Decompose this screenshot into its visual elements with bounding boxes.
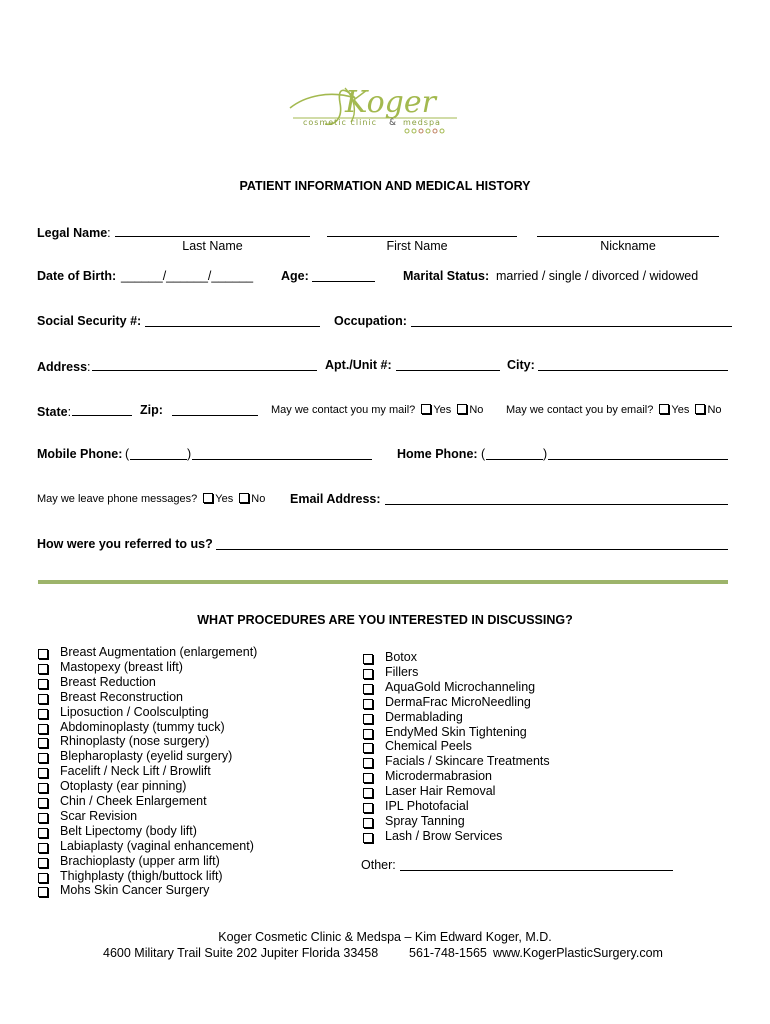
- first-name-field[interactable]: [327, 236, 517, 237]
- procedure-label: Spray Tanning: [385, 813, 465, 828]
- procedure-label: EndyMed Skin Tightening: [385, 724, 527, 739]
- procedure-label: Brachioplasty (upper arm lift): [60, 853, 220, 868]
- footer-phone: 561-748-1565: [409, 946, 487, 960]
- contact-mail-yes-label: Yes: [433, 404, 452, 416]
- age-field[interactable]: [312, 281, 375, 282]
- state-field[interactable]: [72, 415, 132, 416]
- contact-mail-yes-checkbox[interactable]: [421, 404, 431, 414]
- logo-wordmark: Koger: [345, 85, 436, 120]
- age-label: Age:: [281, 269, 309, 283]
- procedure-label: Facials / Skincare Treatments: [385, 754, 550, 769]
- last-name-caption: Last Name: [182, 239, 243, 253]
- procedure-checkbox[interactable]: [363, 833, 373, 843]
- procedure-label: Botox: [385, 650, 417, 664]
- messages-question: May we leave phone messages?: [37, 493, 198, 505]
- contact-email-question-wrap: [506, 404, 722, 416]
- other-label: Other:: [361, 858, 396, 872]
- procedure-checkbox[interactable]: [363, 699, 373, 709]
- procedure-label: Dermablading: [385, 709, 463, 724]
- nickname-caption: Nickname: [600, 239, 656, 253]
- procedure-label: Blepharoplasty (eyelid surgery): [60, 749, 233, 764]
- state-label: State: [37, 405, 68, 419]
- legal-name-label: Legal Name: [37, 226, 108, 240]
- mobile-area-field[interactable]: [130, 459, 187, 460]
- home-paren-open: (: [481, 447, 486, 461]
- last-name-field[interactable]: [115, 236, 310, 237]
- procedures-title: WHAT PROCEDURES ARE YOU INTERESTED IN DISCUSSING?: [197, 613, 573, 627]
- logo-amp: &: [389, 118, 397, 128]
- procedure-label: IPL Photofacial: [385, 799, 469, 813]
- zip-field[interactable]: [172, 415, 258, 416]
- procedure-label: Chin / Cheek Enlargement: [60, 794, 207, 808]
- contact-mail-question: May we contact you my mail?: [271, 404, 416, 416]
- dob-label: Date of Birth:: [37, 269, 117, 283]
- apt-label: Apt./Unit #:: [325, 358, 392, 372]
- procedure-checkbox[interactable]: [38, 724, 48, 734]
- marital-label: Marital Status:: [403, 269, 490, 283]
- state-label-wrap: [37, 403, 71, 421]
- home-number-field[interactable]: [548, 459, 728, 460]
- procedure-checkbox[interactable]: [38, 753, 48, 763]
- procedure-checkbox[interactable]: [363, 654, 373, 664]
- messages-question-wrap: [37, 493, 265, 505]
- procedure-checkbox[interactable]: [363, 773, 373, 783]
- procedure-label: Breast Reduction: [60, 674, 156, 689]
- contact-mail-question-wrap: [271, 404, 483, 416]
- contact-email-no-label: No: [707, 404, 722, 416]
- procedure-checkbox[interactable]: [363, 758, 373, 768]
- state-colon: :: [67, 405, 72, 419]
- occupation-field[interactable]: [411, 326, 732, 327]
- procedure-label: Scar Revision: [60, 808, 138, 823]
- section-divider: [38, 580, 728, 584]
- footer-address: 4600 Military Trail Suite 202 Jupiter Florida 33458: [103, 946, 379, 960]
- procedure-label: Labiaplasty (vaginal enhancement): [60, 838, 254, 853]
- procedure-checkbox[interactable]: [38, 798, 48, 808]
- home-paren-close: ): [543, 447, 548, 461]
- procedure-label: Breast Reconstruction: [60, 689, 183, 704]
- procedure-checkbox[interactable]: [38, 858, 48, 868]
- procedure-label: Facelift / Neck Lift / Browlift: [60, 764, 211, 779]
- legal-name-label-wrap: [37, 224, 111, 242]
- referred-field[interactable]: [216, 549, 728, 550]
- procedure-label: Breast Augmentation (enlargement): [60, 645, 258, 659]
- procedure-label: Chemical Peels: [385, 739, 472, 754]
- logo-subtitle-right: medspa: [403, 118, 441, 127]
- procedure-checkbox[interactable]: [38, 738, 48, 748]
- mobile-paren-close: ): [187, 447, 192, 461]
- procedure-checkbox[interactable]: [38, 649, 48, 659]
- procedure-label: Mastopexy (breast lift): [60, 659, 183, 674]
- footer-website[interactable]: www.KogerPlasticSurgery.com: [493, 946, 663, 960]
- referred-label: How were you referred to us?: [37, 537, 213, 551]
- procedure-checkbox[interactable]: [38, 843, 48, 853]
- ssn-label: Social Security #:: [37, 314, 142, 328]
- page-title: PATIENT INFORMATION AND MEDICAL HISTORY: [239, 179, 531, 193]
- procedure-label: Liposuction / Coolsculpting: [60, 704, 209, 719]
- legal-name-colon: :: [107, 226, 111, 240]
- address-colon: :: [87, 360, 91, 374]
- address-label-wrap: [37, 358, 91, 376]
- messages-no-checkbox[interactable]: [239, 493, 249, 503]
- contact-mail-no-checkbox[interactable]: [457, 404, 467, 414]
- city-label: City:: [507, 358, 535, 372]
- mobile-number-field[interactable]: [192, 459, 372, 460]
- procedure-label: Otoplasty (ear pinning): [60, 779, 187, 794]
- procedure-label: Thighplasty (thigh/buttock lift): [60, 868, 223, 883]
- logo-subtitle-left: cosmetic clinic: [303, 118, 378, 127]
- contact-email-no-checkbox[interactable]: [695, 404, 705, 414]
- procedure-label: Laser Hair Removal: [385, 784, 496, 799]
- procedure-checkbox[interactable]: [38, 887, 48, 897]
- procedure-checkbox[interactable]: [363, 743, 373, 753]
- messages-yes-checkbox[interactable]: [203, 493, 213, 503]
- procedure-checkbox[interactable]: [38, 694, 48, 704]
- contact-email-yes-checkbox[interactable]: [659, 404, 669, 414]
- procedure-checkbox[interactable]: [38, 813, 48, 823]
- occupation-label: Occupation:: [334, 314, 407, 328]
- apt-field[interactable]: [396, 370, 500, 371]
- mobile-label: Mobile Phone:: [37, 447, 123, 461]
- procedure-checkbox[interactable]: [38, 783, 48, 793]
- procedure-label: Lash / Brow Services: [385, 828, 503, 843]
- procedure-checkbox[interactable]: [363, 669, 373, 679]
- other-field[interactable]: [400, 870, 673, 871]
- address-field[interactable]: [92, 370, 317, 371]
- city-field[interactable]: [538, 370, 728, 371]
- zip-label: Zip:: [140, 403, 163, 417]
- procedure-label: Microdermabrasion: [385, 769, 492, 784]
- logo: [285, 78, 465, 138]
- first-name-caption: First Name: [386, 239, 448, 253]
- procedure-checkbox[interactable]: [363, 788, 373, 798]
- nickname-field[interactable]: [537, 236, 719, 237]
- messages-no-label: No: [251, 493, 266, 505]
- logo-mark: [285, 78, 465, 138]
- procedure-label: Belt Lipectomy (body lift): [60, 823, 197, 838]
- procedure-checkbox[interactable]: [363, 729, 373, 739]
- home-area-field[interactable]: [486, 459, 543, 460]
- procedure-label: AquaGold Microchanneling: [385, 679, 536, 694]
- procedure-checkbox[interactable]: [363, 684, 373, 694]
- procedure-label: Fillers: [385, 664, 419, 679]
- procedure-checkbox[interactable]: [38, 828, 48, 838]
- messages-yes-label: Yes: [215, 493, 234, 505]
- marital-options[interactable]: married / single / divorced / widowed: [496, 269, 699, 283]
- mobile-paren-open: (: [125, 447, 130, 461]
- procedure-checkbox[interactable]: [363, 714, 373, 724]
- email-label: Email Address:: [290, 492, 381, 506]
- contact-email-yes-label: Yes: [671, 404, 690, 416]
- procedure-label: Abdominoplasty (tummy tuck): [60, 719, 225, 734]
- procedure-label: Mohs Skin Cancer Surgery: [60, 883, 210, 898]
- procedure-label: Rhinoplasty (nose surgery): [60, 734, 210, 749]
- dob-field[interactable]: ______/______/______: [121, 269, 254, 283]
- contact-mail-no-label: No: [469, 404, 484, 416]
- contact-email-question: May we contact you by email?: [506, 404, 654, 416]
- procedure-checkbox[interactable]: [38, 768, 48, 778]
- home-phone-label: Home Phone:: [397, 447, 478, 461]
- email-field[interactable]: [385, 504, 728, 505]
- procedure-checkbox[interactable]: [38, 664, 48, 674]
- procedure-checkbox[interactable]: [38, 873, 48, 883]
- procedure-checkbox[interactable]: [38, 679, 48, 689]
- procedure-checkbox[interactable]: [363, 803, 373, 813]
- procedure-checkbox[interactable]: [363, 818, 373, 828]
- procedure-label: DermaFrac MicroNeedling: [385, 694, 531, 709]
- footer-clinic-line: Koger Cosmetic Clinic & Medspa – Kim Edward Koger, M.D.: [218, 930, 552, 944]
- ssn-field[interactable]: [145, 326, 320, 327]
- address-label: Address: [37, 360, 88, 374]
- procedure-checkbox[interactable]: [38, 709, 48, 719]
